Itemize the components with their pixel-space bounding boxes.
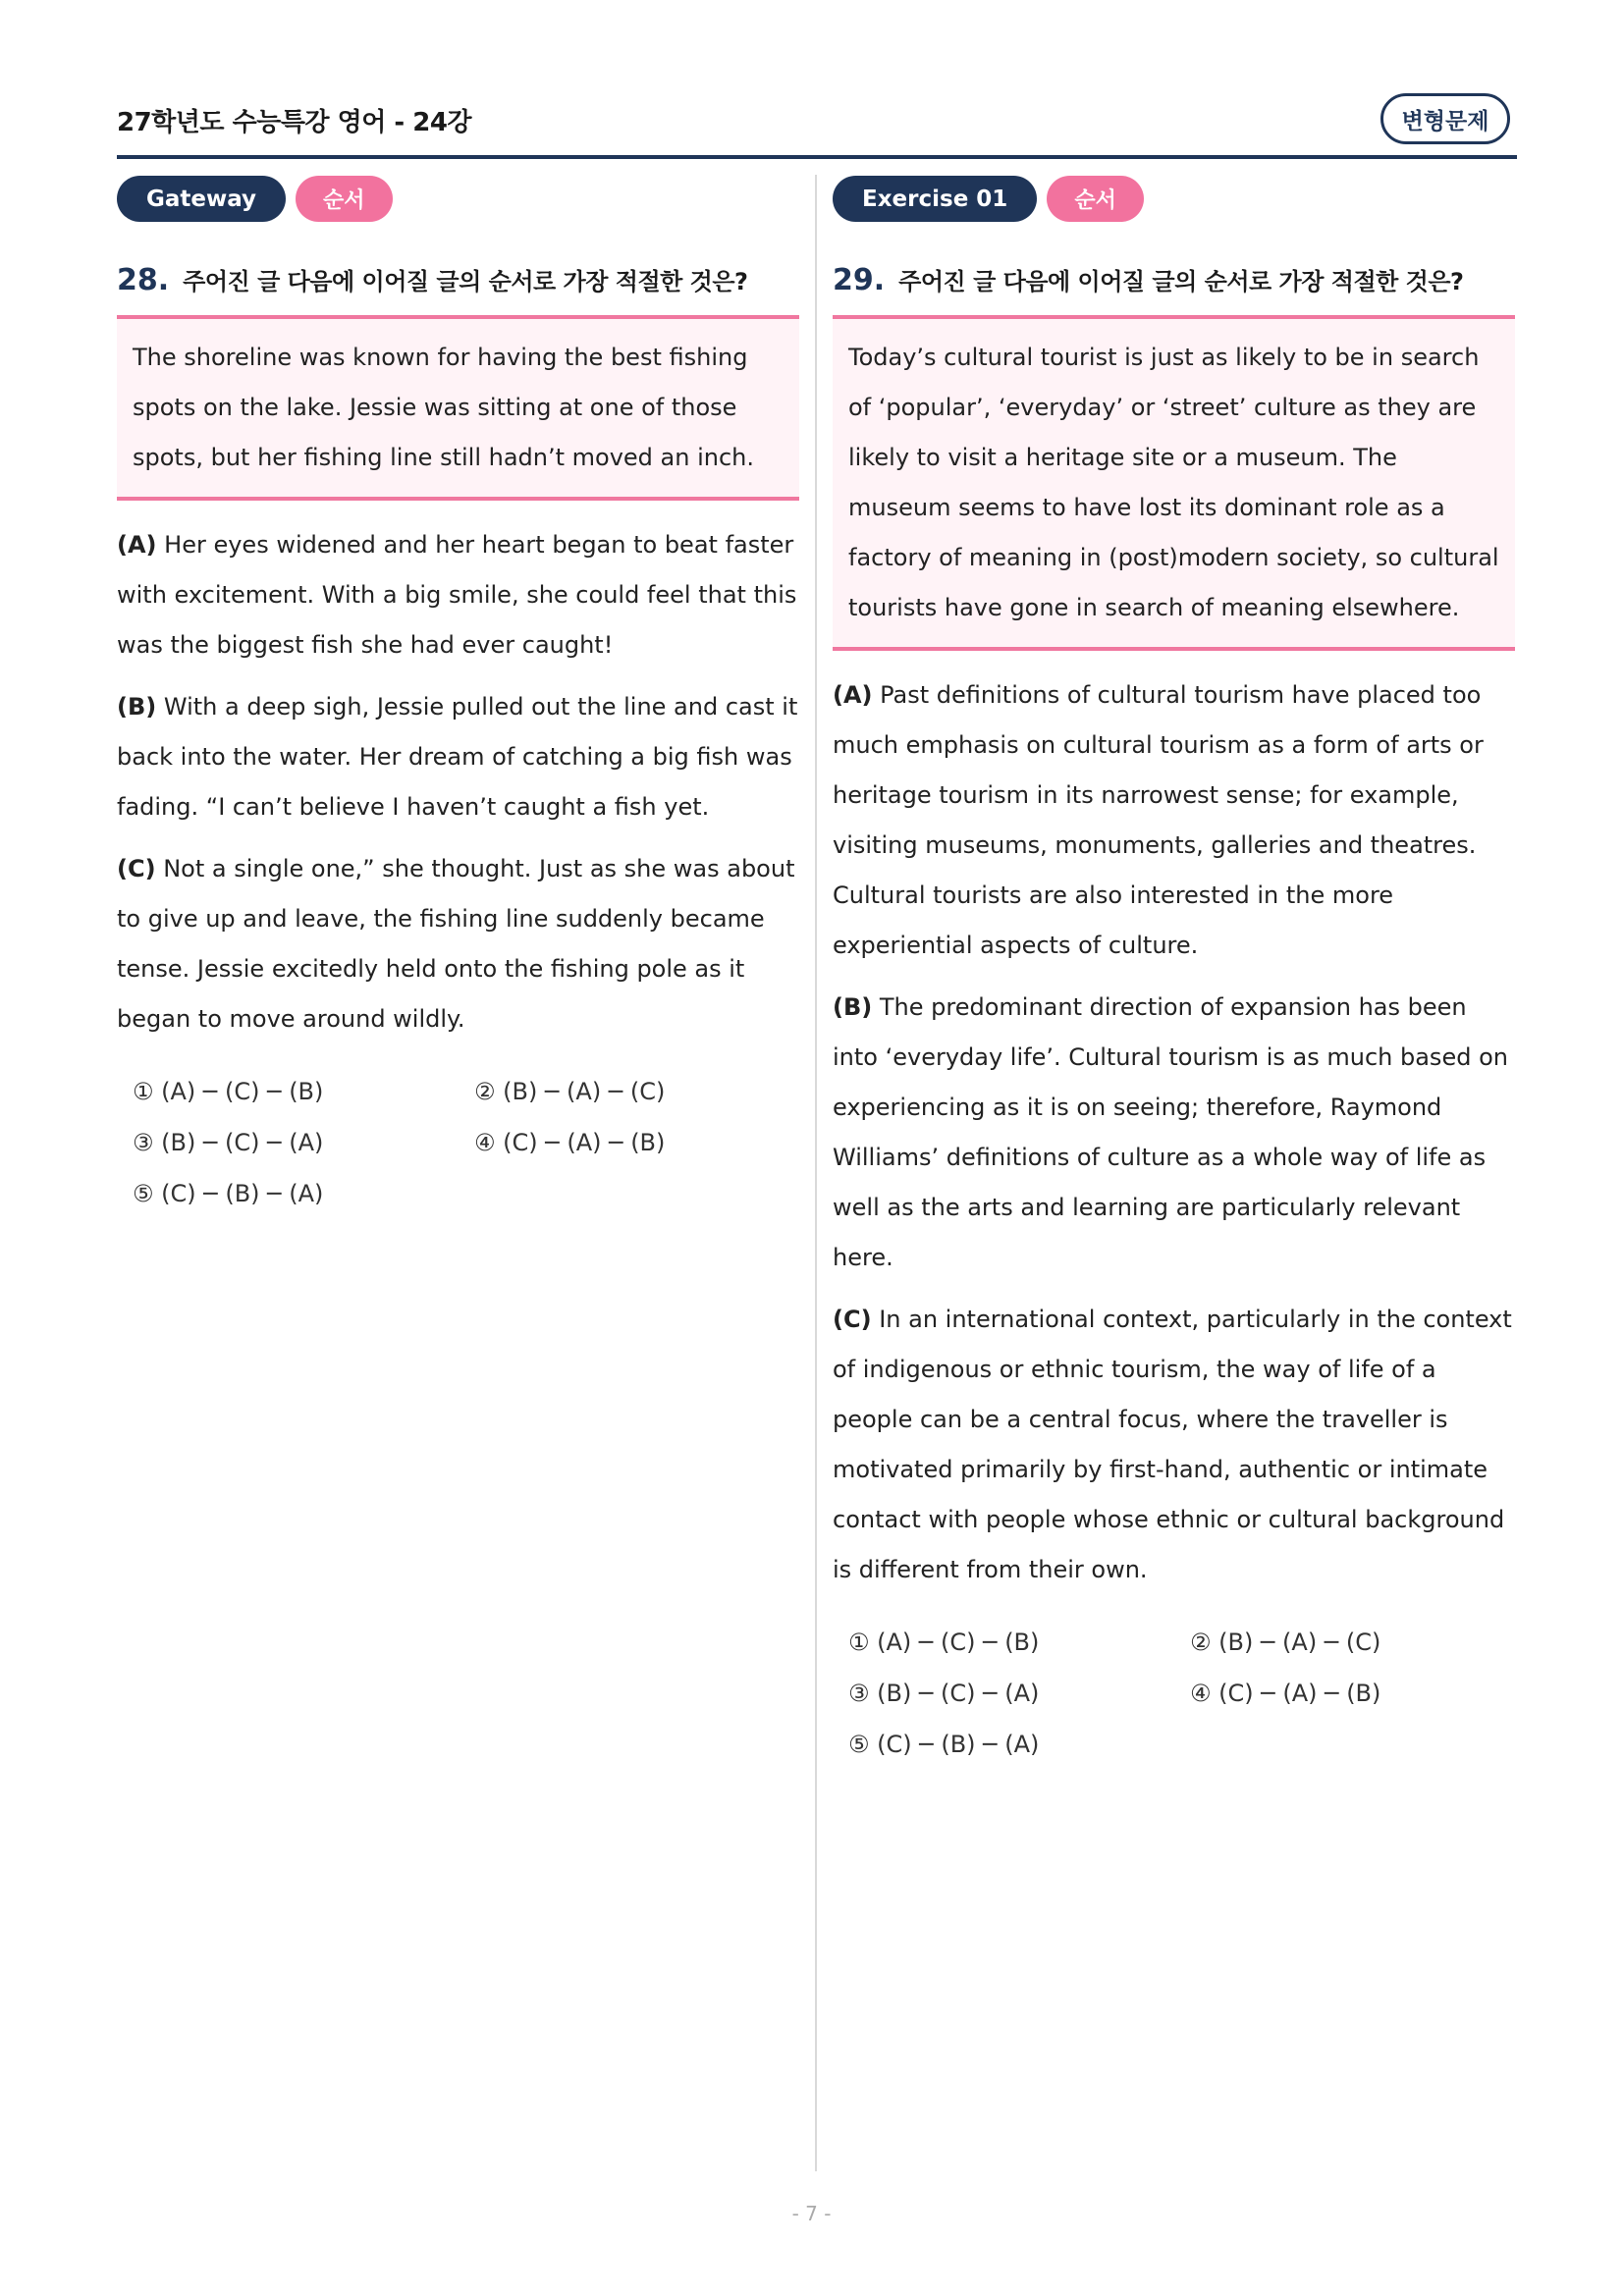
passage-paragraphs <box>833 670 1515 1595</box>
paragraph-c <box>117 844 799 1044</box>
column-divider <box>815 175 817 2171</box>
given-passage: The shoreline was known for having the best fishing spots on the lake. Jessie was sitting at one of those spots, but her fishing line still hadn’t moved an inch. <box>117 319 799 501</box>
paragraph-text: In an international context, particularly in the context of indigenous or ethnic tourism, the way of life of a people can be a central focus, where the traveller is motivated primarily by first-hand, authentic or intimate contact with people whose ethnic or cultural background is different from their own. <box>833 1306 1512 1583</box>
paragraph-label: (B) <box>833 993 873 1021</box>
choice-5[interactable]: ⑤ (C) ─ (B) ─ (A) <box>848 1731 1040 1758</box>
exercise-tag: Exercise 01 <box>833 176 1037 222</box>
answer-choices <box>117 1066 799 1219</box>
choice-3[interactable]: ③ (B) ─ (C) ─ (A) <box>133 1129 324 1156</box>
paragraph-label: (C) <box>833 1306 872 1333</box>
paragraph-label: (B) <box>117 693 157 721</box>
paragraph-label: (A) <box>833 681 873 709</box>
gateway-tag: Gateway <box>117 176 286 222</box>
question-type-tag: 순서 <box>296 176 393 222</box>
paragraph-text: Her eyes widened and her heart began to beat faster with excitement. With a big smile, she could feel that this was the biggest fish she had ever caught! <box>117 531 797 659</box>
paragraph-b <box>117 682 799 832</box>
question-prompt: 주어진 글 다음에 이어질 글의 순서로 가장 적절한 것은? <box>898 268 1464 295</box>
paragraph-text: Past definitions of cultural tourism have placed too much emphasis on cultural tourism as a form of arts or heritage tourism in its narrowest sense; for example, visiting museums, monuments, galleries and theatres. Cultural tourists are also interested in the more experiential aspects of culture. <box>833 681 1484 959</box>
right-tags <box>833 175 1515 223</box>
choice-2[interactable]: ② (B) ─ (A) ─ (C) <box>1190 1629 1381 1656</box>
choice-1[interactable]: ① (A) ─ (C) ─ (B) <box>133 1078 324 1105</box>
paragraph-label: (A) <box>117 531 157 559</box>
question-29 <box>833 262 1515 319</box>
paragraph-a <box>117 520 799 670</box>
question-number: 29. <box>833 263 886 297</box>
left-tags <box>117 175 799 223</box>
right-column <box>833 175 1515 1770</box>
paragraph-a <box>833 670 1515 971</box>
choice-3[interactable]: ③ (B) ─ (C) ─ (A) <box>848 1680 1040 1707</box>
paragraph-text: With a deep sigh, Jessie pulled out the line and cast it back into the water. Her dream of catching a big fish was fading. “I can’t believe I haven’t caught a fish yet. <box>117 693 798 821</box>
choice-4[interactable]: ④ (C) ─ (A) ─ (B) <box>1190 1680 1381 1707</box>
answer-choices <box>833 1617 1515 1770</box>
choice-2[interactable]: ② (B) ─ (A) ─ (C) <box>474 1078 666 1105</box>
left-column <box>117 175 799 1219</box>
choice-4[interactable]: ④ (C) ─ (A) ─ (B) <box>474 1129 666 1156</box>
choice-1[interactable]: ① (A) ─ (C) ─ (B) <box>848 1629 1040 1656</box>
page-header-title: 27학년도 수능특강 영어 - 24강 <box>117 108 472 137</box>
question-28 <box>117 262 799 319</box>
question-type-tag: 순서 <box>1047 176 1144 222</box>
paragraph-text: Not a single one,” she thought. Just as she was about to give up and leave, the fishing line suddenly became tense. Jessie excitedly held onto the fishing pole as it began to move around wildly. <box>117 855 795 1033</box>
page-number: - 7 - <box>791 2202 832 2225</box>
header-rule <box>117 155 1517 159</box>
question-prompt: 주어진 글 다음에 이어질 글의 순서로 가장 적절한 것은? <box>183 268 748 295</box>
variant-badge: 변형문제 <box>1380 93 1510 144</box>
paragraph-b <box>833 983 1515 1283</box>
passage-paragraphs <box>117 520 799 1044</box>
choice-5[interactable]: ⑤ (C) ─ (B) ─ (A) <box>133 1180 324 1207</box>
paragraph-label: (C) <box>117 855 156 882</box>
paragraph-c <box>833 1295 1515 1595</box>
question-number: 28. <box>117 263 170 297</box>
given-passage: Today’s cultural tourist is just as likely to be in search of ‘popular’, ‘everyday’ or ‘street’ culture as they are likely to visit a heritage site or a museum. The museum seems to have lost its dominant role as a factory of meaning in (post)modern society, so cultural tourists have gone in search of meaning elsewhere. <box>833 319 1515 651</box>
paragraph-text: The predominant direction of expansion has been into ‘everyday life’. Cultural tourism is as much based on experiencing as it is on seeing; therefore, Raymond Williams’ definitions of culture as a whole way of life as well as the arts and learning are particularly relevant here. <box>833 993 1508 1271</box>
